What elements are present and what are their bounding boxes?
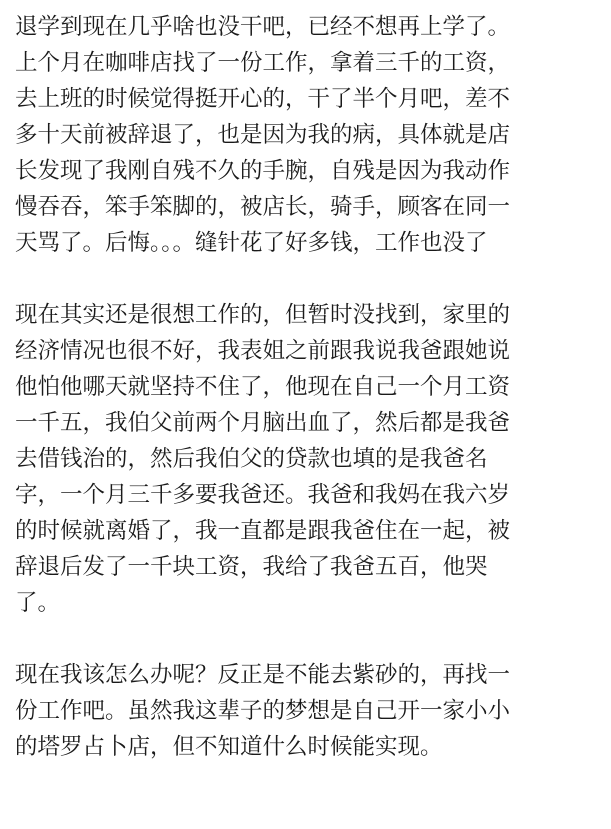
text-line: 经济情况也很不好，我表姐之前跟我说我爸跟她说 [15, 338, 511, 364]
text-line: 天骂了。后悔。。。缝针花了好多钱，工作也没了 [15, 230, 488, 256]
text-line: 长发现了我刚自残不久的手腕，自残是因为我动作 [15, 158, 511, 184]
paragraph-1 [15, 9, 595, 261]
text-line: 一千五，我伯父前两个月脑出血了，然后都是我爸 [15, 410, 511, 436]
text-line: 辞退后发了一千块工资，我给了我爸五百，他哭 [15, 554, 488, 580]
paragraph-3 [15, 657, 595, 765]
post-body [15, 9, 595, 801]
text-line: 去借钱治的，然后我伯父的贷款也填的是我爸名 [15, 446, 488, 472]
text-line: 慢吞吞，笨手笨脚的，被店长，骑手，顾客在同一 [15, 194, 511, 220]
text-line: 现在其实还是很想工作的，但暂时没找到，家里的 [15, 302, 511, 328]
text-line: 了。 [15, 590, 61, 616]
text-line: 的时候就离婚了，我一直都是跟我爸住在一起，被 [15, 518, 511, 544]
text-line: 字，一个月三千多要我爸还。我爸和我妈在我六岁 [15, 482, 511, 508]
paragraph-2 [15, 297, 595, 621]
text-line: 多十天前被辞退了，也是因为我的病，具体就是店 [15, 122, 511, 148]
text-line: 份工作吧。虽然我这辈子的梦想是自己开一家小小 [15, 698, 511, 724]
text-line: 的塔罗占卜店，但不知道什么时候能实现。 [15, 734, 443, 760]
text-line: 他怕他哪天就坚持不住了，他现在自己一个月工资 [15, 374, 511, 400]
text-line: 退学到现在几乎啥也没干吧，已经不想再上学了。 [15, 14, 511, 40]
text-line: 上个月在咖啡店找了一份工作，拿着三千的工资， [15, 50, 511, 76]
text-line: 去上班的时候觉得挺开心的，干了半个月吧，差不 [15, 86, 511, 112]
text-line: 现在我该怎么办呢？反正是不能去紫砂的，再找一 [15, 662, 511, 688]
